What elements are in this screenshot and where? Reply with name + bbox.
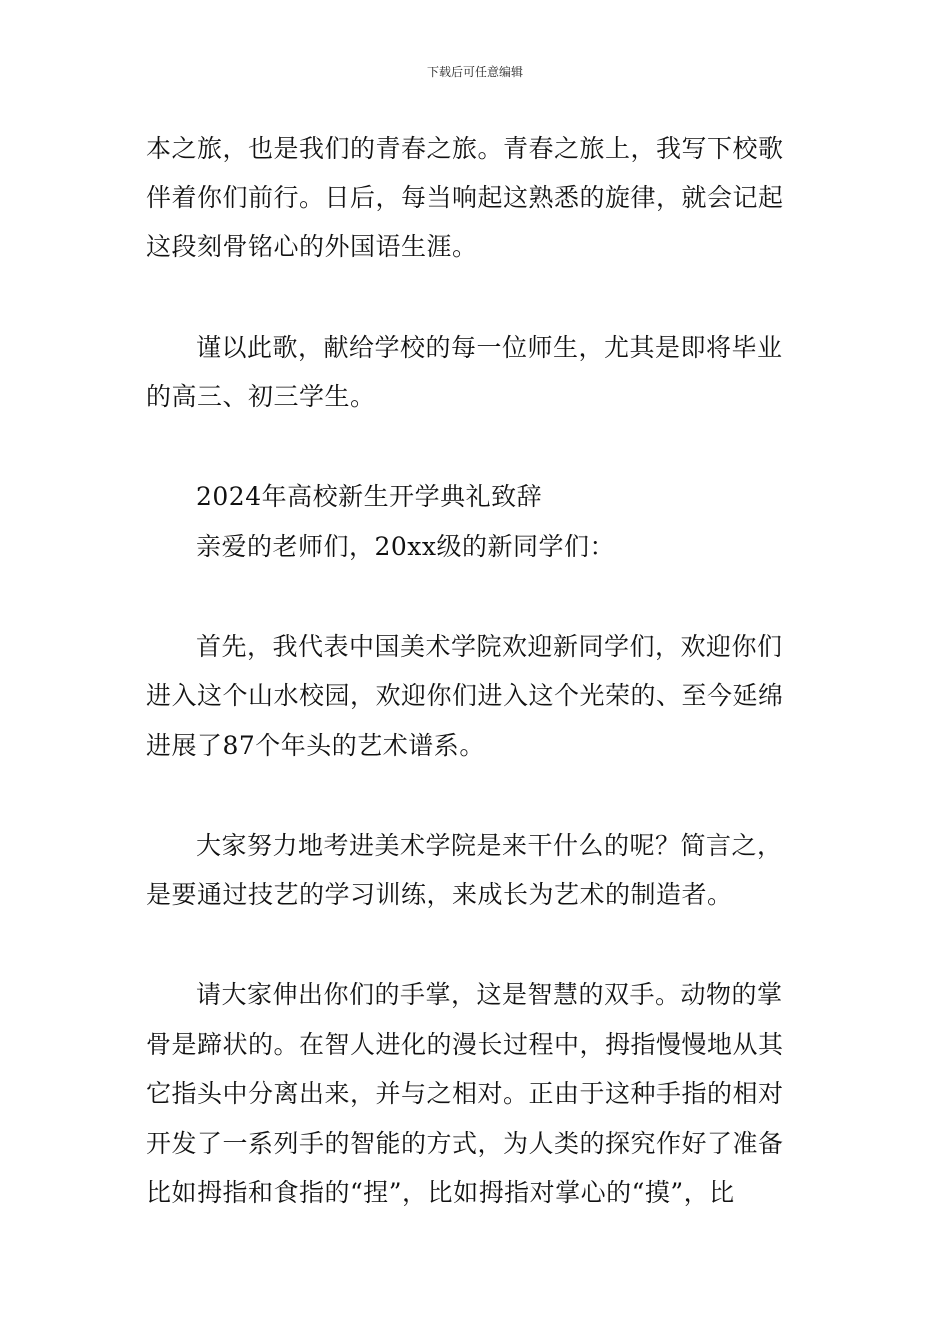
text-line: 大家努力地考进美术学院是来干什么的呢？简言之， bbox=[196, 831, 783, 860]
text-line: 是要通过技艺的学习训练，来成长为艺术的制造者。 bbox=[146, 880, 733, 909]
text-line: 它指头中分离出来，并与之相对。正由于这种手指的相对 bbox=[146, 1079, 784, 1108]
section-title: 2024年高校新生开学典礼致辞 bbox=[196, 482, 543, 511]
text-line: 首先，我代表中国美术学院欢迎新同学们，欢迎你们 bbox=[196, 632, 783, 661]
text-line: 进入这个山水校园，欢迎你们进入这个光荣的、至今延绵 bbox=[146, 681, 784, 710]
text-line: 的高三、初三学生。 bbox=[146, 382, 376, 411]
text-line: 伴着你们前行。日后，每当响起这熟悉的旋律，就会记起 bbox=[146, 183, 784, 212]
text-line: 比如拇指和食指的“捏”，比如拇指对掌心的“摸”，比 bbox=[146, 1178, 735, 1207]
text-line: 本之旅，也是我们的青春之旅。青春之旅上，我写下校歌 bbox=[146, 134, 784, 163]
text-line: 开发了一系列手的智能的方式，为人类的探究作好了准备 bbox=[146, 1129, 784, 1158]
text-line: 骨是蹄状的。在智人进化的漫长过程中，拇指慢慢地从其 bbox=[146, 1030, 784, 1059]
text-line: 谨以此歌，献给学校的每一位师生，尤其是即将毕业 bbox=[196, 333, 783, 362]
text-line: 进展了87个年头的艺术谱系。 bbox=[146, 731, 485, 760]
page-header-note: 下载后可任意编辑 bbox=[426, 65, 523, 79]
text-line: 请大家伸出你们的手掌，这是智慧的双手。动物的掌 bbox=[196, 980, 783, 1009]
salutation: 亲爱的老师们，20xx级的新同学们： bbox=[196, 532, 616, 561]
text-line: 这段刻骨铭心的外国语生涯。 bbox=[146, 232, 478, 261]
